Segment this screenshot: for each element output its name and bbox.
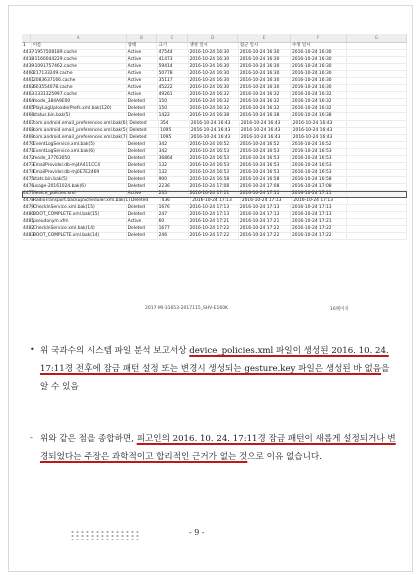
table-cell: Deleted: [127, 106, 158, 112]
table-cell: [347, 184, 407, 190]
table-cell: [347, 226, 407, 232]
table-cell: 2016-10-24 16:30: [239, 71, 291, 77]
table-cell: 2016-10-24 17:13: [239, 205, 291, 211]
table-cell: -1331325997.cache: [32, 92, 127, 98]
table-cell: 2016-10-24 16:32: [291, 106, 347, 112]
table-cell: 4476: [23, 183, 35, 189]
table-cell: usage-20161024.bak(6): [32, 184, 127, 190]
table-cell: 49261: [158, 92, 189, 98]
table-cell: 4469: [23, 134, 35, 140]
table-cell: Deleted: [127, 142, 158, 148]
table-cell: 2016-10-24 17:22: [239, 233, 291, 239]
table-cell: Deleted: [127, 212, 158, 218]
table-cell: Deleted: [128, 121, 159, 127]
table-cell: Active: [127, 191, 158, 197]
table-cell: 2016-10-24 17:13: [189, 212, 239, 218]
table-cell: 2016-10-24 16:30: [189, 78, 239, 84]
table-cell: PlayLogUploaderPrefs.xml.bak(120): [32, 106, 127, 112]
table-cell: EventLogService.xml.bak(5): [32, 142, 127, 148]
table-cell: 2016-10-24 16:43: [292, 135, 348, 141]
table-row: [22, 233, 407, 240]
table-cell: Active: [127, 85, 158, 91]
header-cell: 이름: [32, 43, 127, 49]
table-row: [22, 156, 407, 163]
table-row: [22, 135, 407, 142]
table-cell: 2016-10-24 16:53: [291, 149, 347, 155]
table-cell: 2016-10-24 16:53: [239, 156, 291, 162]
table-cell: pseudonym.xfm: [32, 219, 127, 225]
table-cell: Active: [127, 71, 158, 77]
table-cell: 2016-10-24 16:32: [291, 99, 347, 105]
table-cell: [347, 212, 407, 218]
table-cell: Active: [127, 92, 158, 98]
table-cell: [347, 135, 407, 141]
table-cell: 4463: [23, 92, 35, 98]
table-cell: 2016-10-24 17:21: [239, 219, 291, 225]
table-cell: 2016-10-24 16:32: [189, 99, 239, 105]
table-cell: BOOT_COMPLETE.xml.bak(15): [32, 212, 127, 218]
page-number: - 9 -: [189, 528, 205, 537]
table-cell: CheckInService.xml.bak(14): [32, 226, 127, 232]
table-cell: 132: [158, 163, 189, 169]
table-cell: [347, 57, 407, 63]
spreadsheet-scan: [22, 34, 407, 299]
table-cell: [347, 50, 407, 56]
table-cell: Deleted: [127, 184, 158, 190]
table-row: [22, 113, 407, 120]
table-cell: -1957508189.cache: [32, 50, 127, 56]
table-cell: 2016-10-24 16:38: [239, 113, 291, 119]
table-cell: -1166044229.cache: [32, 57, 127, 63]
table-cell: Deleted: [127, 113, 158, 119]
column-letter: D: [188, 34, 238, 42]
column-letter: E: [238, 34, 290, 42]
table-cell: 41473: [158, 57, 189, 63]
table-cell: 4483: [23, 233, 35, 239]
table-cell: 4464: [23, 99, 35, 105]
table-cell: 2016-10-24 17:11: [239, 191, 291, 197]
header-cell: 수정 일시: [291, 43, 347, 49]
table-cell: 2016-10-24 16:32: [189, 106, 239, 112]
table-cell: 2016-10-24 16:30: [189, 64, 239, 70]
table-cell: 2016-10-24 16:30: [189, 85, 239, 91]
paragraph-conclusion: [40, 430, 400, 466]
table-cell: CheckInService.xml.bak(15): [32, 205, 127, 211]
table-cell: 50778: [158, 71, 189, 77]
table-cell: 2016-10-24 16:52: [239, 142, 291, 148]
table-cell: Deleted: [128, 135, 159, 141]
column-letter: C: [157, 34, 188, 42]
table-cell: [347, 205, 407, 211]
header-cell: 1: [22, 43, 32, 49]
table-cell: stats.bin.bak(5): [32, 177, 127, 183]
table-cell: 4481: [23, 219, 35, 225]
table-cell: 2016-10-24 16:30: [291, 50, 347, 56]
table-cell: [347, 121, 407, 127]
column-letter: A: [31, 34, 127, 42]
table-cell: com.android.email_preferences.xml.bak(5): [33, 127, 128, 133]
table-cell: [347, 71, 407, 77]
table-cell: 2016-10-24 16:30: [291, 64, 347, 70]
table-row: [22, 128, 407, 135]
table-cell: 2016-10-24 16:52: [189, 142, 239, 148]
table-cell: 2016-10-24 16:43: [292, 121, 348, 127]
table-cell: 2016-10-24 17:08: [189, 184, 239, 190]
para1-underlined: device_policies.xml 파일이 생성된 2016. 10. 24. 17:11경 전후에 잠금 패턴 설정 또는 변경시 생성되는 gesture.key 파일은 생성된 바 없음: [40, 346, 389, 374]
header-cell: [347, 43, 407, 49]
table-cell: 4439: [23, 64, 35, 70]
column-letter: G: [347, 34, 407, 42]
table-cell: [347, 191, 407, 197]
table-cell: 2016-10-24 17:08: [239, 184, 291, 190]
table-cell: 1677: [158, 226, 189, 232]
table-cell: 342: [158, 149, 189, 155]
table-cell: 2016-10-24 17:13: [191, 198, 241, 204]
table-cell: 4438: [23, 57, 35, 63]
table-cell: 2016-10-24 16:53: [291, 156, 347, 162]
table-cell: EventLogService.xml.bak(6): [32, 149, 127, 155]
table-cell: 2016-10-24 17:22: [239, 226, 291, 232]
table-cell: 2016-10-24 16:53: [189, 163, 239, 169]
table-cell: 2016-10-24 16:53: [239, 170, 291, 176]
table-row: [22, 142, 407, 149]
bullet-dot: •: [30, 345, 35, 354]
table-cell: Deleted: [127, 170, 158, 176]
table-cell: [347, 177, 407, 183]
table-cell: 2016-10-24 16:43: [240, 128, 292, 134]
table-cell: 2016-10-24 16:30: [189, 71, 239, 77]
table-cell: 2016-10-24 16:53: [189, 156, 239, 162]
table-cell: status.bin.bak(5): [32, 113, 127, 119]
table-cell: 2016-10-24 17:22: [291, 226, 347, 232]
table-cell: Active: [127, 57, 158, 63]
table-cell: Deleted: [127, 233, 158, 239]
table-cell: [347, 92, 407, 98]
table-cell: 2016-10-24 16:30: [239, 78, 291, 84]
table-cell: com.android.email_preferences.xml.bak(7): [33, 134, 128, 140]
table-cell: 2016-10-24 16:53: [189, 170, 239, 176]
table-cell: Deleted: [127, 163, 158, 169]
table-cell: [347, 78, 407, 84]
table-cell: 2016-10-24 17:13: [239, 212, 291, 218]
table-cell: 603554078.cache: [32, 85, 127, 91]
table-cell: com.android.email_preferences.xml.bak(6): [33, 120, 128, 126]
table-cell: 150: [158, 99, 189, 105]
table-cell: 4460: [23, 71, 35, 77]
table-cell: 2016-10-24 17:13: [189, 205, 239, 211]
table-cell: Active: [127, 219, 158, 225]
table-cell: 2016-10-24 16:53: [239, 163, 291, 169]
table-cell: 4467: [23, 120, 35, 126]
table-cell: 2016-10-24 16:58: [189, 177, 239, 183]
table-cell: [347, 219, 407, 225]
table-cell: 2016-10-24 16:30: [189, 50, 239, 56]
table-cell: 4461: [23, 78, 35, 84]
table-cell: 4466: [23, 113, 35, 119]
table-cell: 2016-10-24 17:08: [291, 184, 347, 190]
column-letter: F: [291, 34, 347, 42]
table-cell: 235: [158, 191, 189, 197]
table-cell: 1676: [158, 205, 189, 211]
table-cell: [348, 198, 407, 204]
table-cell: EmailProvider.db-mj4A411CC4: [32, 163, 127, 169]
table-cell: 132: [158, 170, 189, 176]
table-cell: [347, 106, 407, 112]
table-cell: 246: [158, 233, 189, 239]
header-cell: 크기: [157, 43, 188, 49]
table-cell: -1091757462.cache: [32, 64, 127, 70]
table-row: [22, 177, 407, 184]
table-cell: 1422: [158, 113, 189, 119]
table-cell: 436: [161, 198, 192, 204]
table-cell: 2016-10-24 16:43: [190, 128, 240, 134]
table-cell: [347, 156, 407, 162]
table-cell: 4478: [23, 198, 35, 204]
table-cell: 2016-10-24 17:22: [189, 233, 239, 239]
table-cell: [347, 233, 407, 239]
column-letter: [22, 34, 31, 42]
table-cell: device_policies.xml: [32, 191, 127, 197]
table-cell: 2016-10-24 16:30: [291, 57, 347, 63]
table-cell: 2016-10-24 16:30: [239, 64, 291, 70]
table-cell: 2016-10-24 16:30: [239, 50, 291, 56]
table-cell: 45222: [158, 85, 189, 91]
table-cell: Deleted: [128, 128, 159, 134]
table-cell: [347, 85, 407, 91]
table-cell: Deleted: [127, 149, 158, 155]
table-cell: 2016-10-24 17:21: [189, 219, 239, 225]
table-cell: 2016-10-24 17:21: [291, 219, 347, 225]
table-cell: 217133249.cache: [32, 71, 127, 77]
table-cell: 35117: [158, 78, 189, 84]
table-cell: 2016-10-24 17:11: [291, 191, 347, 197]
table-cell: Deleted: [127, 205, 158, 211]
bullet-dash: -: [30, 433, 33, 442]
table-body: [22, 50, 407, 240]
table-cell: 2016-10-24 16:52: [291, 142, 347, 148]
table-cell: 4468: [23, 127, 35, 133]
table-cell: 47544: [158, 50, 189, 56]
header-cell: 생성 일시: [188, 43, 238, 49]
table-header: [22, 43, 407, 50]
table-cell: 2016-10-24 16:30: [291, 71, 347, 77]
table-cell: 2016-10-24 16:32: [239, 92, 291, 98]
table-cell: 2016-10-24 16:38: [189, 113, 239, 119]
table-cell: 4482: [23, 226, 35, 232]
table-cell: 60: [158, 219, 189, 225]
table-cell: 4479: [23, 205, 35, 211]
table-cell: 4470: [23, 141, 35, 147]
para2-underlined: 피고인의 2016. 10. 24. 17:11경 잠금 패턴이 새롭게 설정되거나 변경되었다는 주장은 과학적이고 합리적인 근거가 없는 것: [40, 434, 396, 462]
table-row: [22, 149, 407, 156]
table-cell: 2016-10-24 16:43: [190, 135, 240, 141]
header-cell: 접근 일시: [239, 43, 291, 49]
table-cell: 2016-10-24 16:43: [240, 121, 292, 127]
para1-lead: 위 국과수의 시스템 파일 분석 보고서상: [40, 346, 190, 356]
table-row: [22, 191, 407, 198]
header-cell: 상태: [126, 43, 157, 49]
table-cell: EmailProvider.db-mj0E7E2469: [32, 170, 127, 176]
paragraph-analysis: [40, 342, 400, 396]
table-cell: 4475: [23, 176, 35, 182]
table-cell: 2016-10-24 16:58: [239, 177, 291, 183]
para1-tail: 을 알 수 있음: [40, 364, 390, 392]
table-cell: 1095: [159, 128, 190, 134]
column-letter: B: [127, 34, 158, 42]
table-cell: Deleted: [127, 99, 158, 105]
table-cell: 2016-10-24 17:13: [292, 198, 347, 204]
column-letters: [22, 34, 407, 43]
table-cell: 900: [158, 177, 189, 183]
table-cell: 342: [158, 142, 189, 148]
table-cell: 2083637166.cache: [32, 78, 127, 84]
table-cell: 2016-10-24 17:13: [291, 212, 347, 218]
redaction-dots: [70, 530, 140, 540]
table-cell: 2016-10-24 16:30: [239, 85, 291, 91]
table-cell: Deleted: [127, 156, 158, 162]
table-cell: [347, 142, 407, 148]
table-cell: 2016-10-24 16:53: [189, 149, 239, 155]
table-cell: mode_384A9E00: [32, 99, 127, 105]
table-cell: 1095: [159, 135, 190, 141]
table-cell: 4480: [23, 212, 35, 218]
table-cell: 2016-10-24 16:32: [239, 99, 291, 105]
table-row: [22, 121, 407, 128]
table-cell: 4477: [23, 190, 35, 196]
table-cell: 4474: [23, 169, 35, 175]
table-cell: 2016-10-24 16:30: [291, 78, 347, 84]
table-cell: 2016-10-24 16:30: [239, 57, 291, 63]
table-cell: [347, 99, 407, 105]
table-cell: 2016-10-24 16:38: [291, 113, 347, 119]
table-cell: Deleted: [130, 198, 161, 204]
table-row: [22, 170, 407, 177]
table-cell: 4473: [23, 162, 35, 168]
table-cell: 59414: [158, 64, 189, 70]
table-cell: 4437: [23, 50, 35, 56]
table-cell: Active: [127, 64, 158, 70]
table-cell: 150: [158, 106, 189, 112]
table-cell: RadioTransport.backupScheduler.xml.bak(1): [33, 198, 130, 204]
table-cell: 2016-10-24 16:32: [189, 92, 239, 98]
page-reference: 16페이지: [330, 307, 349, 312]
table-cell: BOOT_COMPLETE.xml.bak(14): [32, 233, 127, 239]
table-cell: 4465: [23, 106, 35, 112]
table-cell: 354: [159, 121, 190, 127]
table-cell: 2016-10-24 16:32: [239, 106, 291, 112]
table-cell: [347, 64, 407, 70]
table-cell: Active: [127, 50, 158, 56]
table-cell: 2016-10-24 16:43: [292, 128, 348, 134]
table-cell: 2016-10-24 16:53: [239, 149, 291, 155]
table-cell: 2016-10-24 16:43: [190, 121, 240, 127]
table-cell: 2236: [158, 184, 189, 190]
table-cell: mode_37763050: [32, 156, 127, 162]
table-cell: [347, 149, 407, 155]
table-row: [22, 184, 407, 191]
table-cell: 2016-10-24 17:22: [189, 226, 239, 232]
table-cell: [347, 170, 407, 176]
table-cell: Deleted: [127, 177, 158, 183]
table-cell: 4471: [23, 148, 35, 154]
table-row: [22, 163, 407, 170]
table-cell: 2016-10-24 16:53: [291, 170, 347, 176]
table-cell: 4472: [23, 155, 35, 161]
table-cell: 2016-10-24 16:30: [189, 57, 239, 63]
table-cell: 2016-10-24 16:43: [240, 135, 292, 141]
table-cell: 2016-10-24 17:13: [241, 198, 293, 204]
table-cell: [347, 128, 407, 134]
table-cell: [347, 113, 407, 119]
table-cell: 2016-10-24 17:11: [189, 191, 239, 197]
table-cell: 2016-10-24 16:32: [291, 92, 347, 98]
para2-lead: 위와 같은 점을 종합하면,: [40, 434, 137, 444]
table-cell: Deleted: [127, 226, 158, 232]
table-cell: [347, 163, 407, 169]
table-cell: 2016-10-24 16:53: [291, 163, 347, 169]
table-cell: 2016-10-24 17:13: [291, 205, 347, 211]
table-cell: 2016-10-24 16:30: [291, 85, 347, 91]
table-cell: 2016-10-24 16:58: [291, 177, 347, 183]
table-cell: 36864: [158, 156, 189, 162]
document-stamp: 2017 MI-31653-2017115_SHV-E160K: [145, 306, 229, 311]
table-cell: 2016-10-24 17:22: [291, 233, 347, 239]
table-cell: 247: [158, 212, 189, 218]
para2-tail: 으로 이유 없습니다.: [247, 452, 322, 462]
table-cell: 4462: [23, 85, 35, 91]
table-cell: Active: [127, 78, 158, 84]
